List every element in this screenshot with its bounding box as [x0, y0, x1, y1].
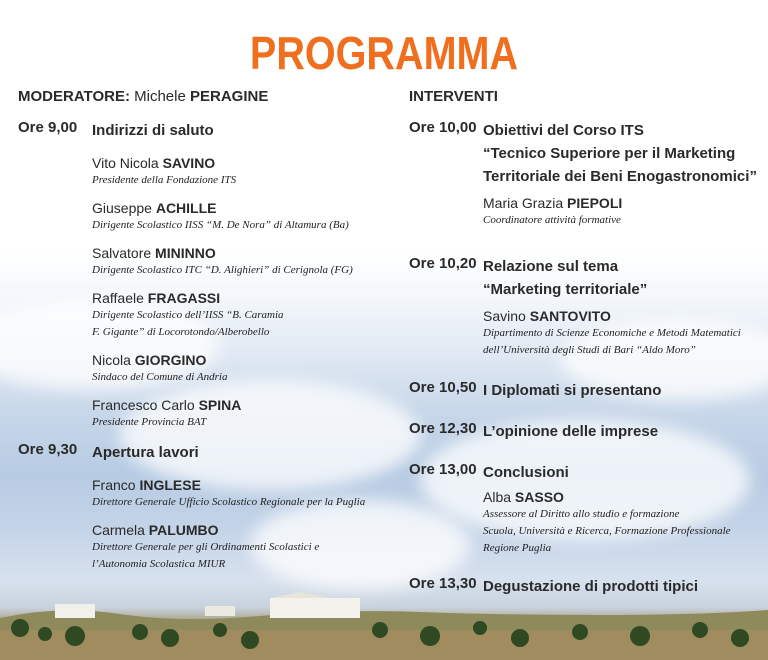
speaker-last-name: INGLESE — [139, 477, 201, 493]
speaker-first-name: Franco — [92, 477, 136, 493]
session-time: Ore 13,30 — [409, 575, 477, 592]
session-topic: Relazione sul tema — [483, 258, 619, 275]
session-topic: Territoriale dei Beni Enogastronomici” — [483, 168, 757, 185]
speaker-role: Dirigente Scolastico IISS “M. De Nora” di Altamura (Ba) — [92, 219, 349, 231]
speaker-first-name: Maria Grazia — [483, 195, 564, 211]
speaker-last-name: PALUMBO — [148, 522, 219, 538]
speaker-role: Dirigente Scolastico ITC “D. Alighieri” di Cerignola (FG) — [92, 264, 353, 276]
session-time: Ore 10,50 — [409, 379, 477, 396]
moderator-first-name: Michele — [134, 88, 186, 105]
speaker — [92, 244, 393, 279]
speaker-role: Regione Puglia — [483, 542, 552, 554]
speaker-role: Dirigente Scolastico dell’IISS “B. Caramia — [92, 309, 284, 321]
session-topic: I Diplomati si presentano — [483, 382, 662, 399]
speaker — [92, 154, 393, 189]
speaker-role: Assessore al Diritto allo studio e formazione — [483, 508, 680, 520]
speaker — [92, 476, 393, 511]
speaker-last-name: SPINA — [198, 397, 242, 413]
moderator-label: MODERATORE: — [18, 88, 130, 105]
speaker-first-name: Alba — [483, 489, 512, 505]
speaker-last-name: SAVINO — [162, 155, 216, 171]
session-topic: Conclusioni — [483, 464, 569, 481]
speaker-role: Presidente Provincia BAT — [92, 416, 207, 428]
speaker-last-name: FRAGASSI — [147, 290, 221, 306]
speaker-role: l’Autonomia Scolastica MIUR — [92, 558, 226, 570]
speaker-role: Direttore Generale Ufficio Scolastico Regionale per la Puglia — [92, 496, 366, 508]
speaker — [483, 488, 768, 557]
interventi-column — [409, 88, 768, 610]
speaker-role: Coordinatore attività formative — [483, 214, 621, 226]
speaker-first-name: Nicola — [92, 352, 131, 368]
moderator-last-name: PERAGINE — [189, 88, 269, 105]
speaker — [483, 307, 768, 359]
speaker-first-name: Vito Nicola — [92, 155, 159, 171]
speaker-last-name: SANTOVITO — [529, 308, 611, 324]
session-topic: “Marketing territoriale” — [483, 281, 648, 298]
session-topic: “Tecnico Superiore per il Marketing — [483, 145, 736, 162]
moderator-line — [18, 88, 393, 105]
page-title: PROGRAMMA — [249, 27, 519, 79]
speaker-role: Direttore Generale per gli Ordinamenti Scolastici e — [92, 541, 320, 553]
session-topic: Apertura lavori — [92, 444, 199, 461]
session-time: Ore 9,00 — [18, 119, 78, 136]
session-time: Ore 10,20 — [409, 255, 477, 272]
speaker-role: Scuola, Università e Ricerca, Formazione Professionale — [483, 525, 731, 537]
session-row — [409, 420, 768, 443]
speaker-last-name: MININNO — [155, 245, 216, 261]
speaker-last-name: SASSO — [514, 489, 564, 505]
session-row — [409, 379, 768, 402]
speaker-first-name: Salvatore — [92, 245, 152, 261]
session-topic: Obiettivi del Corso ITS — [483, 122, 644, 139]
interventi-heading: INTERVENTI — [409, 88, 498, 105]
session-topic: L’opinione delle imprese — [483, 423, 659, 440]
speaker — [92, 289, 393, 341]
speaker-role: Presidente della Fondazione ITS — [92, 174, 237, 186]
speaker-first-name: Carmela — [92, 522, 145, 538]
speaker — [92, 521, 393, 573]
session-row — [409, 119, 768, 188]
session-time: Ore 13,00 — [409, 461, 477, 478]
moderator-column — [18, 88, 393, 583]
speaker-first-name: Raffaele — [92, 290, 144, 306]
session-topic: Degustazione di prodotti tipici — [483, 578, 698, 595]
speaker-role: dell’Università degli Studi di Bari “Aldo Moro” — [483, 344, 696, 356]
speaker-first-name: Francesco Carlo — [92, 397, 195, 413]
speaker-role: Sindaco del Comune di Andria — [92, 371, 228, 383]
speaker — [483, 194, 768, 229]
speaker — [92, 351, 393, 386]
speaker — [92, 199, 393, 234]
session-row — [18, 441, 393, 464]
speaker-role: Dipartimento di Scienze Economiche e Metodi Matematici — [483, 327, 741, 339]
speaker-last-name: PIEPOLI — [567, 195, 623, 211]
session-row — [18, 119, 393, 142]
session-time: Ore 12,30 — [409, 420, 477, 437]
session-row — [409, 255, 768, 301]
speaker-last-name: ACHILLE — [155, 200, 217, 216]
session-time: Ore 10,00 — [409, 119, 477, 136]
speaker-first-name: Savino — [483, 308, 526, 324]
speaker-role: F. Gigante” di Locorotondo/Alberobello — [92, 326, 270, 338]
session-row — [409, 575, 768, 598]
speaker-first-name: Giuseppe — [92, 200, 152, 216]
session-time: Ore 9,30 — [18, 441, 78, 458]
session-topic: Indirizzi di saluto — [92, 122, 214, 139]
session-row — [409, 461, 768, 484]
speaker-last-name: GIORGINO — [134, 352, 207, 368]
speaker — [92, 396, 393, 431]
